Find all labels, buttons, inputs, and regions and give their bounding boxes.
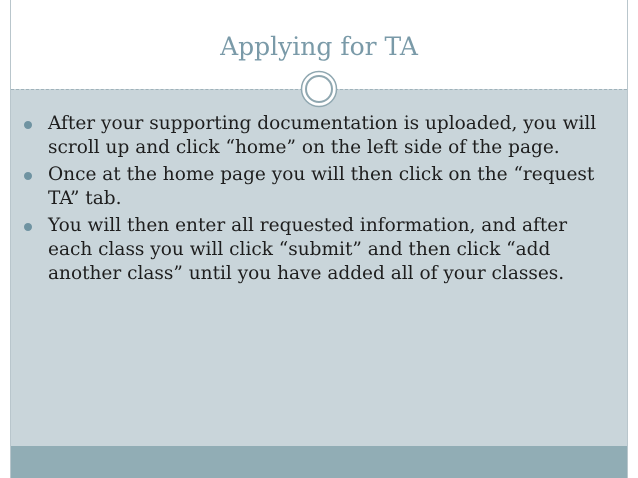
bullet-text: Once at the home page you will then click on the “request TA” tab. (48, 164, 595, 209)
bullet-icon (24, 172, 32, 180)
bullet-list (24, 112, 614, 289)
bullet-text: You will then enter all requested information, and after each class you will click “submit” and then click “add another class” until you have added all of your classes. (48, 215, 568, 284)
bullet-item (24, 163, 614, 211)
circle-ornament-icon (300, 70, 338, 108)
bullet-icon (24, 223, 32, 231)
footer-band (11, 446, 627, 478)
bullet-item (24, 112, 614, 160)
slide-title: Applying for TA (220, 32, 418, 61)
bullet-icon (24, 121, 32, 129)
bullet-text: After your supporting documentation is uploaded, you will scroll up and click “home” on the left side of the page. (48, 113, 597, 158)
bullet-item (24, 214, 614, 286)
